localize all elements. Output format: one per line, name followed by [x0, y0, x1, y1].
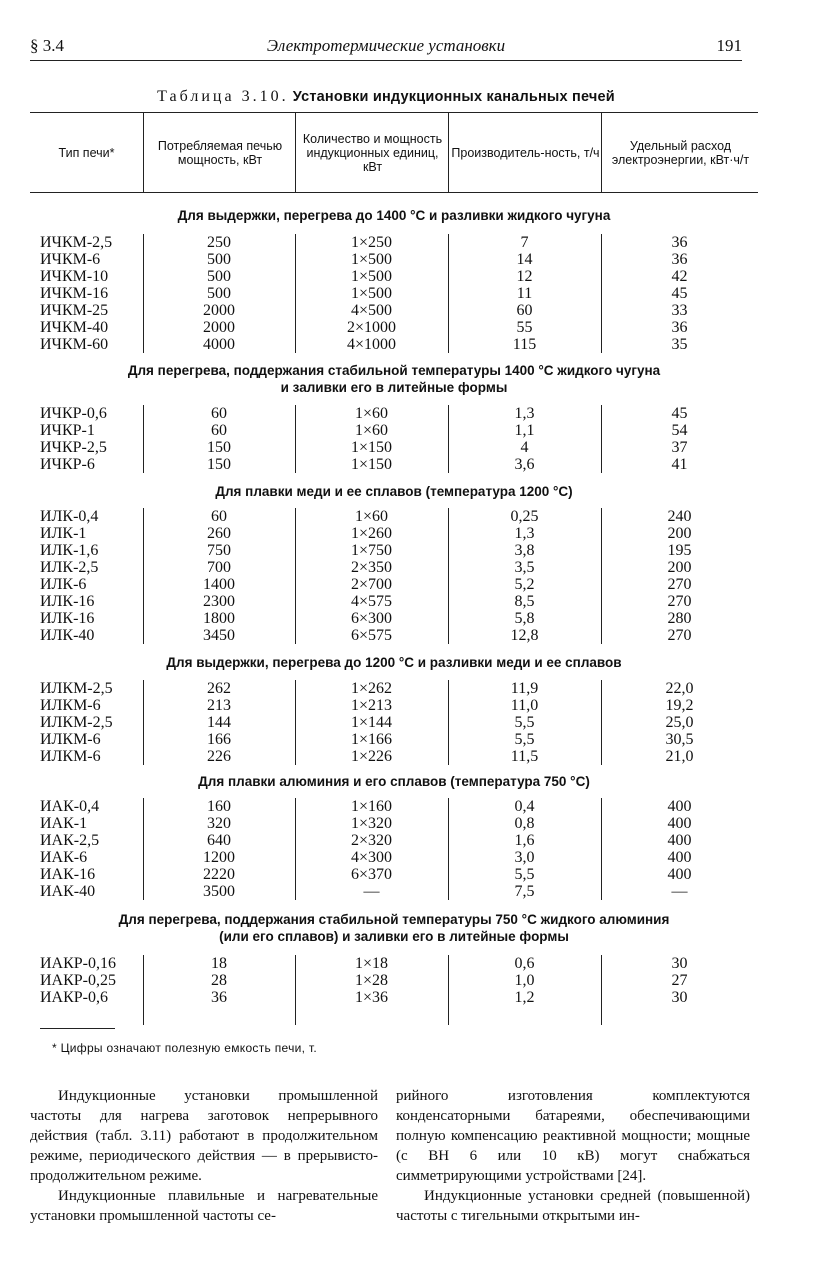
table-cell-c2: 262 [207, 680, 231, 697]
table-cell-c3: 1×260 [350, 525, 393, 542]
table-cell-c3: 1×500 [350, 251, 393, 268]
table-row [30, 336, 758, 353]
table-row [30, 610, 758, 627]
table-row [30, 627, 758, 644]
table-cell-c2: 500 [207, 268, 231, 285]
table-cell-c3: 1×750 [350, 542, 393, 559]
table-footnote: * Цифры означают полезную емкость печи, т. [52, 1041, 318, 1055]
table-row [30, 832, 758, 849]
table-cell-c4: 11,0 [510, 697, 539, 714]
col-header-power: Потребляемая печью мощность, кВт [143, 113, 296, 192]
table-cell-c4: 1,1 [514, 422, 535, 439]
table-cell-c4: 1,3 [514, 525, 535, 542]
col-header-units: Количество и мощность индукционных единиц, кВт [295, 113, 449, 192]
table-cell-c1: ИЛК-1,6 [40, 542, 99, 559]
table-cell-c5: 36 [671, 234, 688, 251]
section-title [30, 362, 758, 396]
table-cell-c4: 60 [516, 302, 533, 319]
table-cell-c5: 240 [667, 508, 692, 525]
table-cell-c3: 4×575 [350, 593, 393, 610]
table-cell-c5: 400 [667, 849, 692, 866]
table-cell-c3: 1×250 [350, 234, 393, 251]
table-cell-c4: 12 [516, 268, 533, 285]
table-cell-c2: 700 [207, 559, 231, 576]
table-cell-c5: 30,5 [665, 731, 694, 748]
table-cell-c1: ИАК-16 [40, 866, 96, 883]
table-cell-c2: 166 [207, 731, 231, 748]
table-cell-c2: 150 [207, 439, 231, 456]
section-title-line: Для перегрева, поддержания стабильной температуры 1400 °С жидкого чугуна [127, 363, 661, 378]
table-cell-c3: 1×213 [350, 697, 393, 714]
table-cell-c3: 1×500 [350, 285, 393, 302]
table-row [30, 251, 758, 268]
table-cell-c1: ИЛК-2,5 [40, 559, 99, 576]
table-cell-c2: 1800 [203, 610, 235, 627]
table-cell-c3: 1×28 [354, 972, 389, 989]
table-header [30, 112, 758, 193]
table-row [30, 508, 758, 525]
table-cell-c1: ИЧКМ-10 [40, 268, 109, 285]
section-title: Для плавки алюминия и его сплавов (температура 750 °С) [198, 774, 590, 789]
table-cell-c4: 11,5 [510, 748, 539, 765]
table-cell-c1: ИАК-6 [40, 849, 88, 866]
table-row [30, 559, 758, 576]
table-caption [30, 88, 742, 106]
table-group [30, 955, 758, 1025]
table-cell-c1: ИЛК-1 [40, 525, 87, 542]
footnote-rule [40, 1028, 115, 1029]
table-cell-c4: 11 [516, 285, 533, 302]
table-cell-c4: 0,6 [514, 955, 535, 972]
section-title-line: (или его сплавов) и заливки его в литейные формы [219, 929, 569, 944]
table-cell-c2: 60 [211, 405, 227, 422]
table-cell-c3: 2×700 [350, 576, 393, 593]
table-cell-c3: 4×500 [350, 302, 393, 319]
col-header-energy: Удельный расход электроэнергии, кВт·ч/т [601, 113, 759, 192]
table-cell-c2: 3450 [203, 627, 235, 644]
table-caption-title: Установки индукционных канальных печей [292, 89, 615, 105]
table-cell-c2: 500 [207, 285, 231, 302]
table-cell-c5: 45 [671, 285, 688, 302]
table-cell-c1: ИЧКМ-40 [40, 319, 109, 336]
table-cell-c1: ИЧКР-6 [40, 456, 95, 473]
table-cell-c2: 640 [207, 832, 231, 849]
table-cell-c3: 1×320 [350, 815, 393, 832]
table-cell-c2: 2000 [203, 319, 235, 336]
table-row [30, 955, 758, 972]
table-row [30, 525, 758, 542]
table-cell-c5: 25,0 [665, 714, 694, 731]
table-row [30, 680, 758, 697]
table-cell-c3: 1×60 [354, 405, 389, 422]
table-cell-c3: 6×575 [350, 627, 393, 644]
section-title-line: и заливки его в литейные формы [280, 380, 508, 395]
table-cell-c1: ИАК-2,5 [40, 832, 100, 849]
table-cell-c1: ИЧКР-0,6 [40, 405, 107, 422]
table-group [30, 234, 758, 353]
table-cell-c4: 5,5 [514, 731, 535, 748]
table-cell-c3: 1×262 [350, 680, 393, 697]
table-cell-c5: 22,0 [665, 680, 694, 697]
table-cell-c3: 1×144 [350, 714, 393, 731]
table-cell-c4: 5,8 [514, 610, 535, 627]
table-cell-c5: 27 [671, 972, 688, 989]
table-cell-c3: 1×166 [350, 731, 393, 748]
table-cell-c1: ИАК-0,4 [40, 798, 100, 815]
table-cell-c4: 5,5 [514, 714, 535, 731]
table-row [30, 798, 758, 815]
table-group [30, 680, 758, 765]
table-cell-c3: 4×1000 [346, 336, 397, 353]
table-row [30, 422, 758, 439]
table-cell-c5: 270 [667, 576, 692, 593]
table-cell-c4: 8,5 [514, 593, 535, 610]
table-cell-c2: 213 [207, 697, 231, 714]
table-cell-c5: 37 [671, 439, 688, 456]
table-cell-c3: 6×300 [350, 610, 393, 627]
table-row [30, 972, 758, 989]
table-cell-c2: 150 [207, 456, 231, 473]
table-cell-c5: 35 [671, 336, 688, 353]
table-row [30, 576, 758, 593]
table-cell-c1: ИЧКМ-2,5 [40, 234, 113, 251]
table-cell-c1: ИАК-40 [40, 883, 96, 900]
table-cell-c4: 5,2 [514, 576, 535, 593]
table-cell-c5: 400 [667, 866, 692, 883]
table-cell-c2: 28 [211, 972, 227, 989]
table-cell-c1: ИЧКМ-60 [40, 336, 109, 353]
table-cell-c3: 6×370 [350, 866, 393, 883]
table-cell-c4: 1,2 [514, 989, 535, 1006]
table-group [30, 508, 758, 644]
table-cell-c1: ИЛКМ-6 [40, 748, 101, 765]
table-cell-c3: 2×350 [350, 559, 393, 576]
text-column-right [396, 1086, 750, 1226]
table-cell-c5: 200 [667, 525, 692, 542]
table-cell-c1: ИАКР-0,25 [40, 972, 117, 989]
table-cell-c2: 4000 [203, 336, 235, 353]
table-cell-c2: 18 [211, 955, 227, 972]
table-cell-c1: ИЛК-16 [40, 610, 95, 627]
table-row [30, 731, 758, 748]
table-cell-c4: 3,8 [514, 542, 535, 559]
table-cell-c4: 5,5 [514, 866, 535, 883]
table-row [30, 439, 758, 456]
table-group [30, 405, 758, 473]
table-cell-c3: 1×150 [350, 439, 393, 456]
table-row [30, 883, 758, 900]
table-cell-c2: 1400 [203, 576, 235, 593]
table-cell-c4: 0,4 [514, 798, 535, 815]
table-row [30, 989, 758, 1006]
section-title-line: Для перегрева, поддержания стабильной температуры 750 °С жидкого алюминия [118, 912, 670, 927]
section-title: Для выдержки, перегрева до 1200 °С и разливки меди и ее сплавов [166, 655, 622, 670]
table-cell-c1: ИЧКМ-6 [40, 251, 101, 268]
table-cell-c5: 30 [671, 955, 688, 972]
table-cell-c5: 21,0 [665, 748, 694, 765]
text-column-left [30, 1086, 378, 1226]
table-cell-c1: ИЛКМ-2,5 [40, 714, 113, 731]
section-number: § 3.4 [30, 36, 64, 55]
table-cell-c3: — [363, 883, 380, 900]
table-row [30, 593, 758, 610]
table-cell-c4: 4 [520, 439, 529, 456]
table-cell-c2: 2000 [203, 302, 235, 319]
table-row [30, 542, 758, 559]
table-cell-c2: 2220 [203, 866, 235, 883]
paragraph: Индукционные установки средней (повышенной) частоты с тигельными открытыми ин- [396, 1188, 750, 1224]
table-cell-c5: 200 [667, 559, 692, 576]
table-cell-c5: 41 [671, 456, 688, 473]
table-row [30, 697, 758, 714]
table-cell-c3: 4×300 [350, 849, 393, 866]
table-cell-c1: ИАКР-0,16 [40, 955, 117, 972]
table-cell-c3: 1×60 [354, 508, 389, 525]
table-cell-c5: 270 [667, 627, 692, 644]
table-row [30, 849, 758, 866]
table-row [30, 302, 758, 319]
table-cell-c1: ИЛКМ-6 [40, 731, 101, 748]
table-cell-c4: 1,6 [514, 832, 535, 849]
table-cell-c2: 60 [211, 508, 227, 525]
table-cell-c1: ИЧКМ-16 [40, 285, 109, 302]
table-cell-c5: 400 [667, 815, 692, 832]
section-title: Для плавки меди и ее сплавов (температура 1200 °С) [215, 484, 573, 499]
table-cell-c1: ИЛКМ-2,5 [40, 680, 113, 697]
table-cell-c4: 11,9 [510, 680, 539, 697]
table-cell-c2: 320 [207, 815, 231, 832]
table-group [30, 798, 758, 900]
table-cell-c4: 7,5 [514, 883, 535, 900]
table-cell-c3: 1×18 [354, 955, 389, 972]
table-cell-c4: 12,8 [510, 627, 539, 644]
table-cell-c2: 750 [207, 542, 231, 559]
table-cell-c3: 2×1000 [346, 319, 397, 336]
table-row [30, 319, 758, 336]
table-cell-c1: ИАКР-0,6 [40, 989, 109, 1006]
section-title: Для выдержки, перегрева до 1400 °С и разливки жидкого чугуна [177, 208, 611, 223]
table-cell-c3: 1×160 [350, 798, 393, 815]
table-row [30, 405, 758, 422]
table-cell-c2: 60 [211, 422, 227, 439]
table-cell-c1: ИЛК-16 [40, 593, 95, 610]
table-cell-c1: ИЛК-40 [40, 627, 95, 644]
table-row [30, 714, 758, 731]
table-cell-c2: 260 [207, 525, 231, 542]
table-cell-c5: 45 [671, 405, 688, 422]
table-cell-c2: 3500 [203, 883, 235, 900]
table-cell-c3: 1×226 [350, 748, 393, 765]
table-cell-c3: 1×150 [350, 456, 393, 473]
table-caption-label: Таблица 3.10. [157, 88, 289, 105]
table-row [30, 268, 758, 285]
table-cell-c5: 30 [671, 989, 688, 1006]
table-cell-c1: ИЧКР-1 [40, 422, 95, 439]
table-cell-c4: 55 [516, 319, 533, 336]
table-cell-c4: 0,8 [514, 815, 535, 832]
table-cell-c5: 400 [667, 798, 692, 815]
table-cell-c2: 144 [207, 714, 231, 731]
table-cell-c5: 19,2 [665, 697, 694, 714]
col-header-type: Тип печи* [58, 145, 115, 160]
paragraph: Индукционные плавильные и нагревательные установки промышленной частоты се- [30, 1188, 378, 1224]
table-cell-c1: ИЛК-6 [40, 576, 87, 593]
table-cell-c2: 226 [207, 748, 231, 765]
table-cell-c1: ИЧКР-2,5 [40, 439, 107, 456]
table-row [30, 456, 758, 473]
table-cell-c4: 3,0 [514, 849, 535, 866]
table-cell-c4: 1,0 [514, 972, 535, 989]
table-cell-c5: 33 [671, 302, 688, 319]
page-number: 191 [716, 36, 742, 55]
table-row [30, 285, 758, 302]
table-cell-c4: 0,25 [510, 508, 539, 525]
table-cell-c5: 36 [671, 319, 688, 336]
table-cell-c1: ИЛК-0,4 [40, 508, 99, 525]
table-cell-c5: 195 [667, 542, 692, 559]
table-cell-c1: ИАК-1 [40, 815, 88, 832]
col-header-productivity: Производитель-ность, т/ч [448, 113, 602, 192]
table-cell-c5: 36 [671, 251, 688, 268]
table-cell-c2: 2300 [203, 593, 235, 610]
table-cell-c5: 280 [667, 610, 692, 627]
table-cell-c3: 1×60 [354, 422, 389, 439]
table-cell-c5: 42 [671, 268, 688, 285]
table-cell-c3: 1×500 [350, 268, 393, 285]
table-row [30, 866, 758, 883]
paragraph: рийного изготовления комплектуются конденсаторными батареями, обеспечивающими полную компенсацию реактивной мощности; мощные (с ВН 6 или 10 кВ) могут снабжаться симметрирующими устройствами [24]. [396, 1088, 750, 1184]
table-cell-c5: 54 [671, 422, 688, 439]
table-cell-c4: 115 [512, 336, 537, 353]
running-title: Электротермические установки [266, 36, 506, 55]
table-cell-c2: 160 [207, 798, 231, 815]
table-cell-c4: 14 [516, 251, 533, 268]
table-cell-c4: 1,3 [514, 405, 535, 422]
section-title [30, 911, 758, 945]
table-cell-c1: ИЛКМ-6 [40, 697, 101, 714]
table-row [30, 234, 758, 251]
table-cell-c4: 3,6 [514, 456, 535, 473]
table-cell-c5: 270 [667, 593, 692, 610]
table-cell-c2: 1200 [203, 849, 235, 866]
table-cell-c5: 400 [667, 832, 692, 849]
table-cell-c4: 7 [520, 234, 529, 251]
table-cell-c2: 500 [207, 251, 231, 268]
table-cell-c2: 250 [207, 234, 231, 251]
table-cell-c4: 3,5 [514, 559, 535, 576]
table-cell-c3: 1×36 [354, 989, 389, 1006]
paragraph: Индукционные установки промышленной частоты для нагрева заготовок непрерывного действия (табл. 3.11) работают в продолжительном режиме, периодического действия — в прерывисто-продолжительном режиме. [30, 1088, 378, 1184]
table-cell-c2: 36 [211, 989, 227, 1006]
table-row [30, 748, 758, 765]
table-row [30, 815, 758, 832]
table-cell-c5: — [671, 883, 688, 900]
table-cell-c3: 2×320 [350, 832, 393, 849]
table-cell-c1: ИЧКМ-25 [40, 302, 109, 319]
running-header [30, 36, 742, 61]
